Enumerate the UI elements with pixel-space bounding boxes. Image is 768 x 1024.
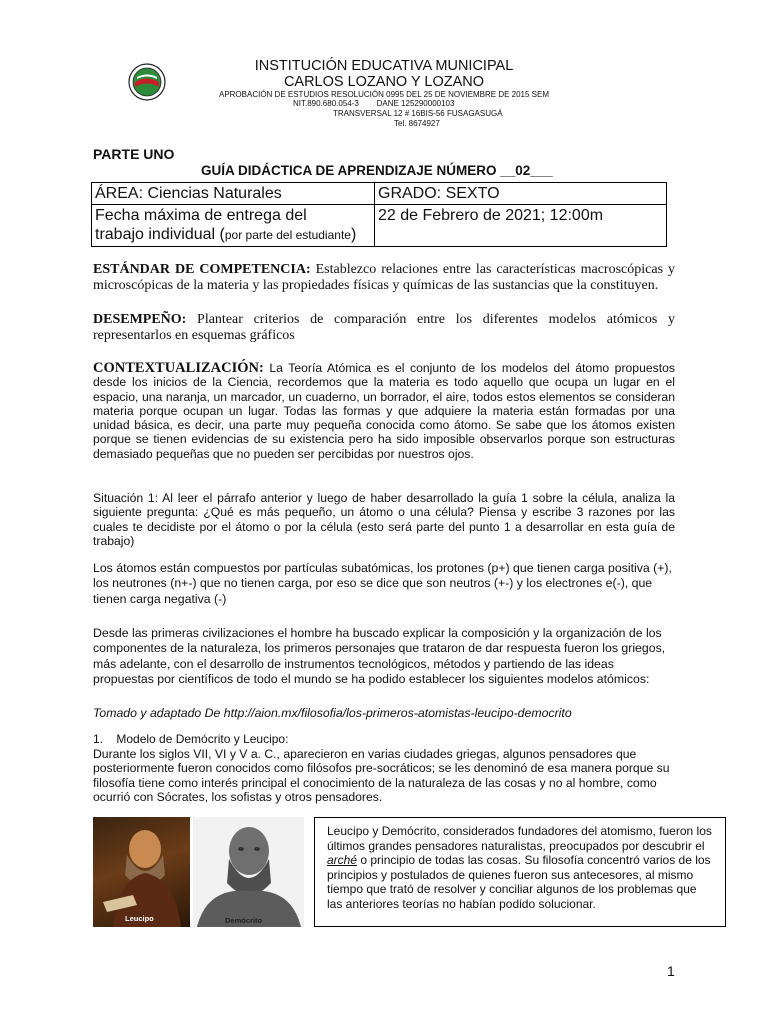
area-cell: ÁREA: Ciencias Naturales	[92, 183, 375, 205]
nit-dane-line: NIT.890.680.054-3 DANE 125290000103	[293, 99, 455, 108]
deadline-label-text: trabajo individual (	[95, 226, 225, 243]
deadline-label-line-1: Fecha máxima de entrega del	[95, 207, 307, 224]
quote-box	[314, 817, 726, 927]
approval-line: APROBACIÓN DE ESTUDIOS RESOLUCIÓN 0995 DEL 25 DE NOVIEMBRE DE 2015 SEM	[218, 90, 550, 99]
deadline-label-cell	[92, 205, 375, 247]
deadline-label-line-2	[95, 225, 371, 245]
leucipo-caption: Leucipo	[125, 914, 154, 923]
deadline-close-paren: )	[350, 226, 357, 243]
standard-text: Establezco relaciones entre las características macroscópicas y microscópicas de la materia y las propiedades físicas y químicas de las sustancias que la constituyen.	[93, 262, 675, 293]
model1-heading: 1. Modelo de Demócrito y Leucipo:	[93, 732, 289, 746]
context-label: CONTEXTUALIZACIÓN:	[93, 360, 264, 376]
address-line: TRANSVERSAL 12 # 16BIS-56 FUSAGASUGÁ	[333, 109, 503, 118]
grade-cell: GRADO: SEXTO	[375, 183, 667, 205]
democrito-bust	[193, 817, 304, 927]
standard-paragraph	[93, 262, 675, 294]
democrito-caption: Demócrito	[225, 916, 263, 925]
context-paragraph	[93, 361, 675, 461]
quote-arche: arché	[327, 853, 358, 867]
institution-line-2: CARLOS LOZANO Y LOZANO	[283, 74, 485, 90]
quote-text-before: Leucipo y Demócrito, considerados fundadores del atomismo, fueron los últimos grandes pensadores naturalistas, preocupados por descubrir el	[327, 824, 712, 853]
institution-line-1: INSTITUCIÓN EDUCATIVA MUNICIPAL	[254, 58, 514, 74]
leucipo-portrait	[93, 817, 190, 927]
deadline-value-cell: 22 de Febrero de 2021; 12:00m	[375, 205, 667, 247]
history-paragraph: Desde las primeras civilizaciones el hombre ha buscado explicar la composición y la organización de los componentes de la naturaleza, los primeros personajes que trataron de dar respuesta fueron los griegos, más adelante, con el desarrollo de instrumentos tecnológicos, métodos y partiendo de las ideas propuestas por científicos de todo el mundo se ha podido establecer los siguientes modelos atómicos:	[93, 626, 666, 686]
performance-paragraph	[93, 312, 675, 344]
page-number: 1	[667, 963, 675, 979]
standard-label: ESTÁNDAR DE COMPETENCIA:	[93, 262, 311, 277]
source-line: Tomado y adaptado De http://aion.mx/filosofia/los-primeros-atomistas-leucipo-democrito	[93, 706, 572, 720]
context-text: La Teoría Atómica es el conjunto de los modelos del átomo propuestos desde los inicios de la Ciencia, recordemos que la materia es todo aquello que ocupa un lugar en el espacio, una naranja, un marcador, un cuaderno, un borrador, el aire, todos estos elementos se consideran materia porque ocupan un lugar. Todas las formas y que adquiere la materia están formadas por una unidad básica, es decir, una parte muy pequeña conocida como átomo. Se sabe que los átomos existen porque se tienen evidencias de su existencia pero ha sido imposible observarlos porque son estructuras demasiado pequeñas que no pueden ser percibidas por nuestros ojos.	[93, 361, 675, 461]
atoms-paragraph: Los átomos están compuestos por partículas subatómicas, los protones (p+) que tienen carga positiva (+), los neutrones (n+-) que no tienen carga, por eso se dice que son neutros (+-) y los electrones e(-), que tienen carga negativa (-)	[93, 561, 672, 606]
part-heading: PARTE UNO	[93, 146, 175, 162]
model1-paragraph: Durante los siglos VII, VI y V a. C., aparecieron en varias ciudades griegas, algunos pensadores que posteriormente fueron conocidos como filósofos pre-socráticos; se les denominó de esa manera porque su filosofía tiene como interés principal el conocimiento de la naturaleza de las cosas y no al hombre, como ocurrió con Sócrates, los sofistas y otros pensadores.	[93, 747, 670, 804]
info-table	[91, 182, 667, 247]
situation-paragraph: Situación 1: Al leer el párrafo anterior y luego de haber desarrollado la guía 1 sobre la célula, analiza la siguiente pregunta: ¿Qué es más pequeño, un átomo o una célula? Piensa y escribe 3 razones por las cuales te decidiste por el átomo o por la célula (esto será parte del punto 1 a desarrollar en esta guía de trabajo)	[93, 491, 675, 548]
deadline-note: por parte del estudiante	[224, 228, 351, 242]
performance-label: DESEMPEÑO:	[93, 312, 187, 327]
quote-text-after: o principio de todas las cosas. Su filosofía concentró varios de los principios y postulados de quienes fueron sus antecesores, al mismo tiempo que trató de resolver y conciliar algunos de los problemas que las anteriores teorías no habían podido solucionar.	[327, 853, 711, 911]
performance-text: Plantear criterios de comparación entre los diferentes modelos atómicos y representarlos en esquemas gráficos	[93, 312, 675, 343]
phone-line: Tel. 8674927	[394, 119, 440, 128]
guide-title: GUÍA DIDÁCTICA DE APRENDIZAJE NÚMERO __02___	[201, 163, 553, 178]
